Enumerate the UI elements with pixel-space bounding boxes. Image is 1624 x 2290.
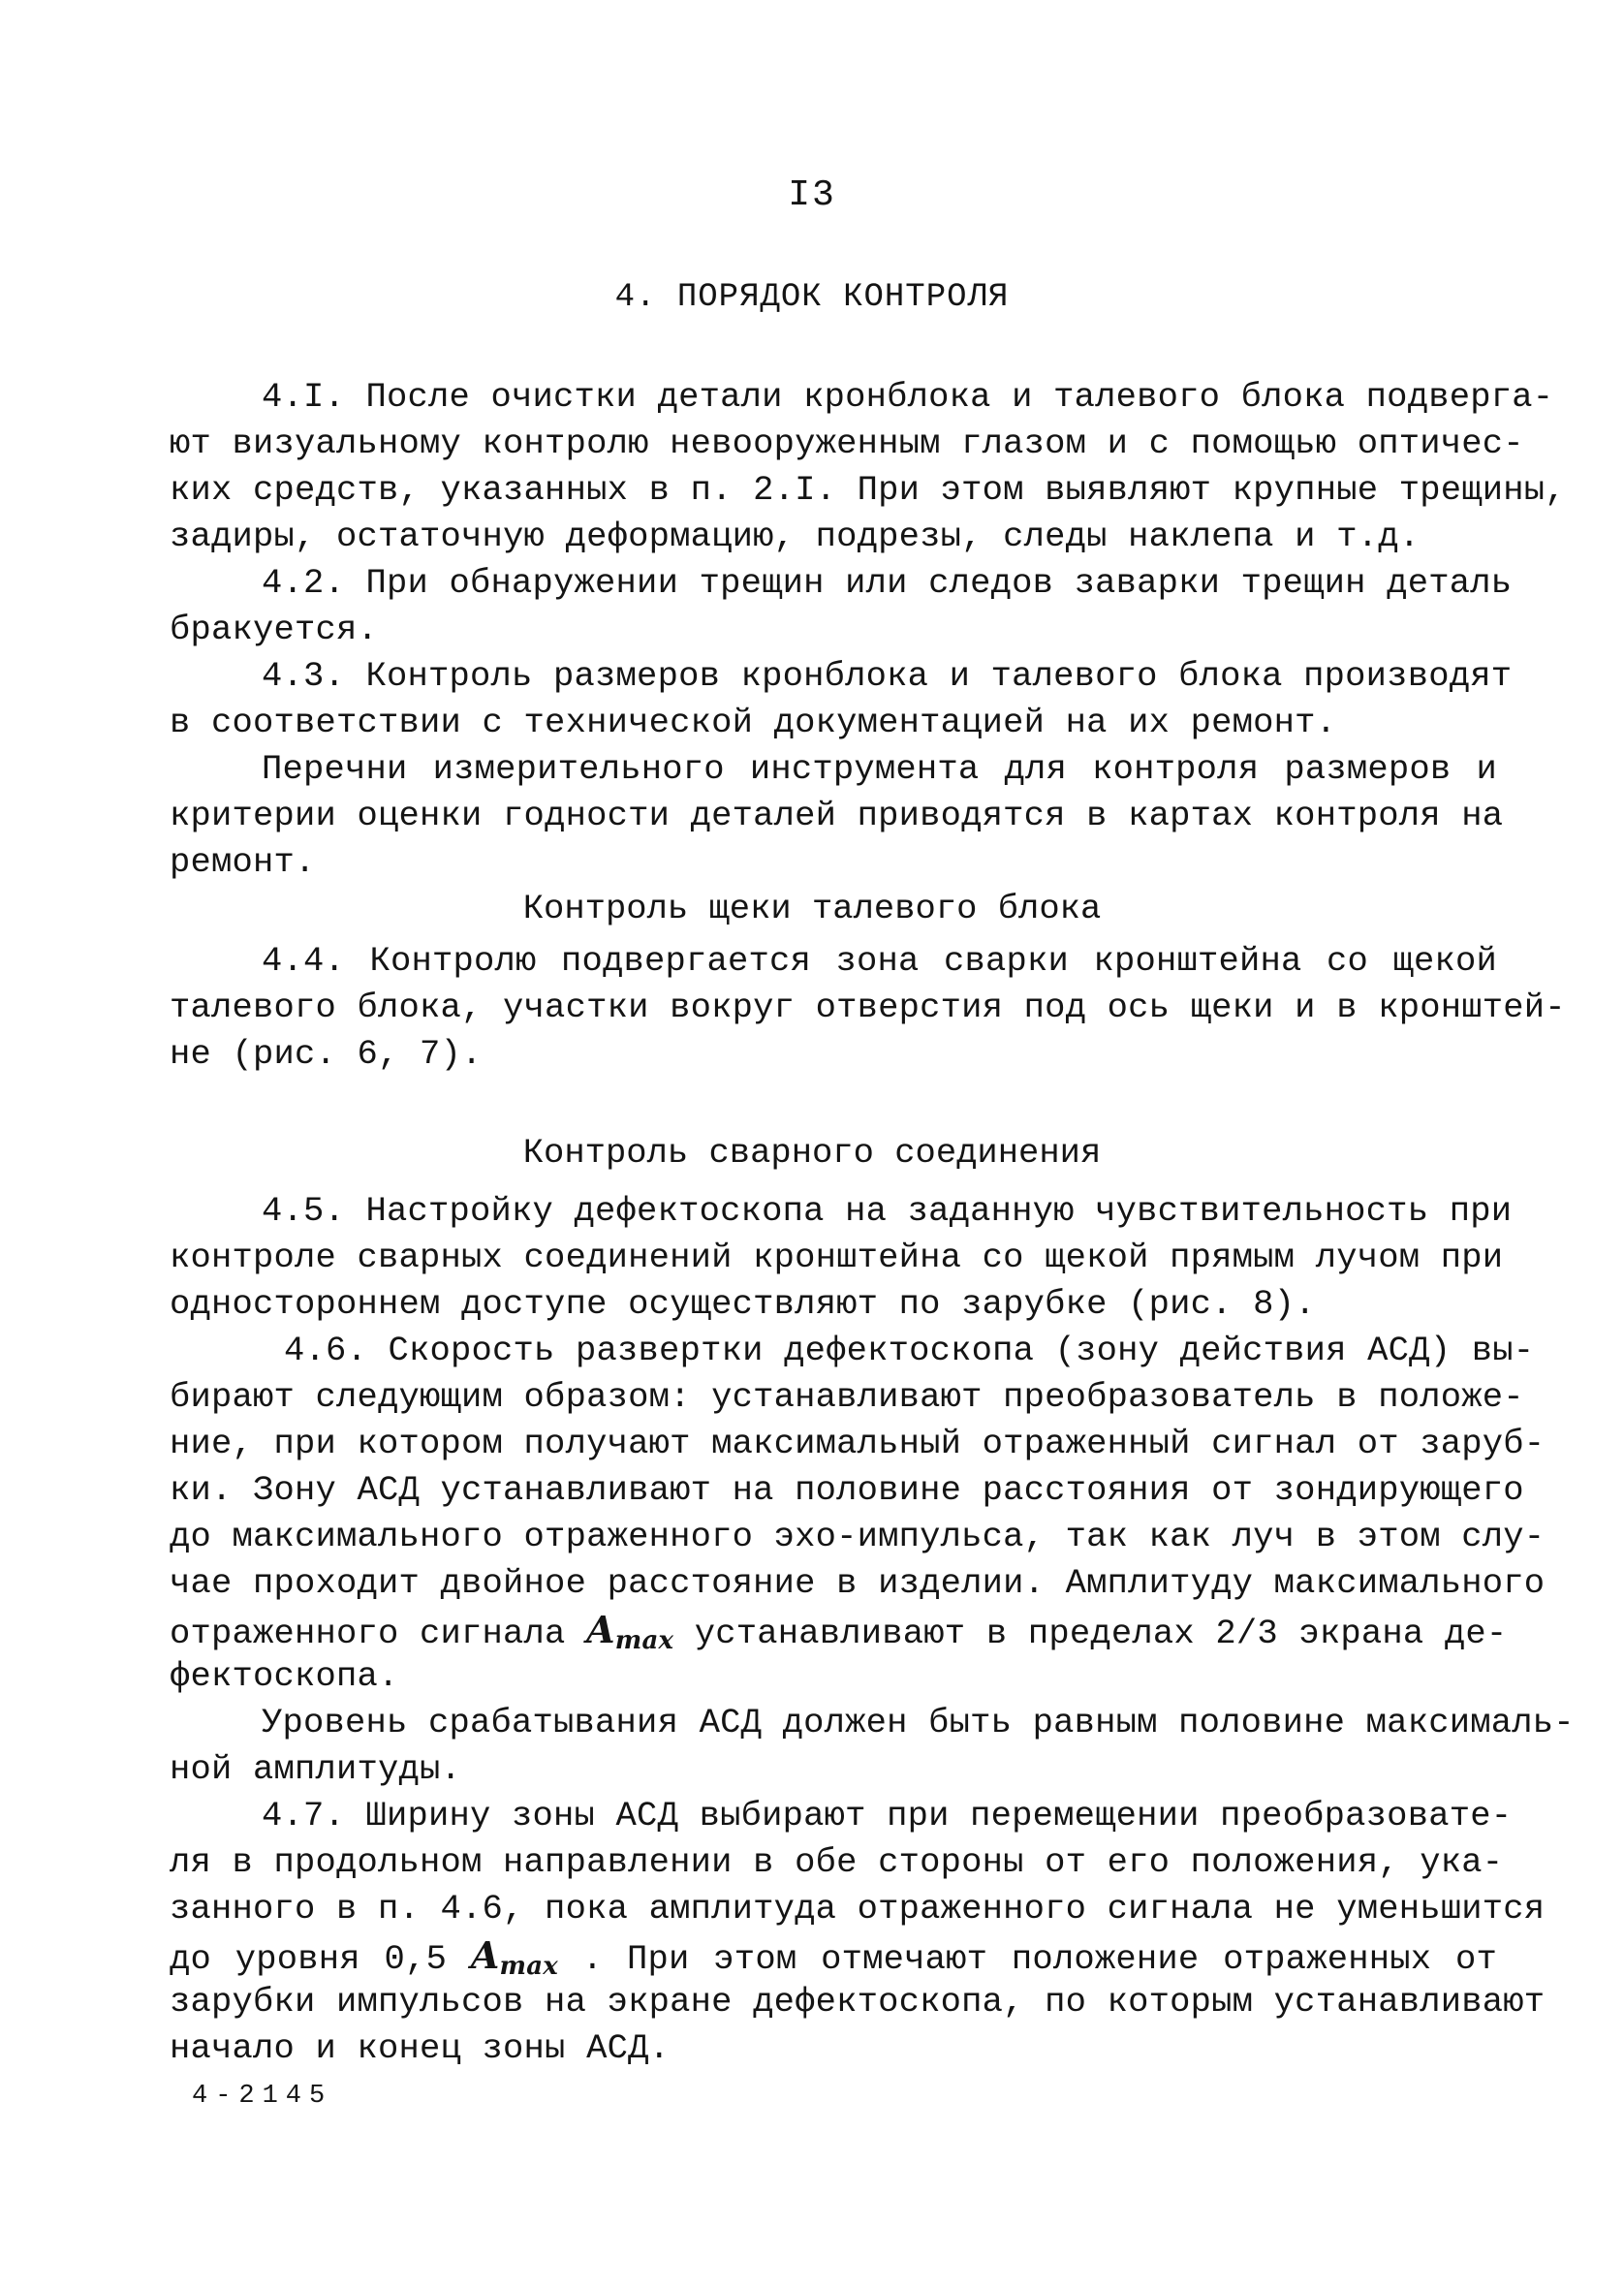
paragraph-4-2-line: 4.2. При обнаружении трещин или следов заварки трещин деталь <box>262 563 1513 603</box>
amax-line-after-text: устанавливают в пределах 2/3 экрана де- <box>694 1614 1508 1653</box>
paragraph-4-4-line: не (рис. 6, 7). <box>170 1034 483 1074</box>
amax-line-before-text: отраженного сигнала <box>170 1614 566 1653</box>
paragraph-4-4-line: талевого блока, участки вокруг отверстия под ось щеки и в кронштей- <box>170 988 1566 1027</box>
paragraph-4-6-line: фектоскопа. <box>170 1656 399 1696</box>
paragraph-4-6-line: чае проходит двойное расстояние в изделии. Амплитуду максимального <box>170 1563 1546 1603</box>
paragraph-4-6-line: до максимального отраженного эхо-импульса, так как луч в этом слу- <box>170 1517 1546 1556</box>
subheading-cheek-control: Контроль щеки талевого блока <box>522 889 1102 928</box>
footer-code: 4-2145 <box>192 2082 333 2111</box>
paragraph-4-6-line: ки. Зону АСД устанавливают на половине расстояния от зондирующего <box>170 1470 1524 1510</box>
paragraph-4-1-line: ют визуальному контролю невооруженным глазом и с помощью оптичес- <box>170 423 1524 463</box>
paragraph-4-5-line: контроле сварных соединений кронштейна со щекой прямым лучом при <box>170 1238 1504 1277</box>
amax-symbol <box>586 1608 674 1655</box>
paragraph-4-4-line: 4.4. Контролю подвергается зона сварки кронштейна со щекой <box>262 941 1497 981</box>
paragraph-4-2-line: бракуется. <box>170 610 379 649</box>
paragraph-4-1-line: задиры, остаточную деформацию, подрезы, следы наклепа и т.д. <box>170 517 1421 556</box>
amax-line-before-text: до уровня 0,5 <box>170 1939 448 1979</box>
paragraph-4-6-line: 4.6. Скорость развертки дефектоскопа (зону действия АСД) вы- <box>284 1331 1535 1370</box>
paragraph-4-7-line: ля в продольном направлении в обе стороны от его положения, ука- <box>170 1842 1504 1882</box>
paragraph-4-3-line: в соответствии с технической документацией на их ремонт. <box>170 703 1337 742</box>
paragraph-4-5-line: 4.5. Настройку дефектоскопа на заданную чувствительность при <box>262 1191 1513 1231</box>
section-title: 4. ПОРЯДОК КОНТРОЛЯ <box>614 279 1010 316</box>
paragraph-4-3b-line: критерии оценки годности деталей приводятся в картах контроля на <box>170 796 1504 835</box>
paragraph-4-3b-line: Перечни измерительного инструмента для контроля размеров и <box>262 749 1497 789</box>
paragraph-4-6b-line: ной амплитуды. <box>170 1749 462 1789</box>
amax-letter: A <box>586 1608 615 1651</box>
paragraph-4-7-line: занного в п. 4.6, пока амплитуда отраженного сигнала не уменьшится <box>170 1889 1546 1929</box>
amax-subscript: max <box>499 1952 558 1981</box>
paragraph-4-3b-line: ремонт. <box>170 842 316 882</box>
paragraph-4-7-line: начало и конец зоны АСД. <box>170 2028 671 2068</box>
subheading-weld-control: Контроль сварного соединения <box>522 1133 1102 1173</box>
amax-line-after-text: . При этом отмечают положение отраженных от <box>581 1939 1497 1979</box>
paragraph-4-1-line: 4.I. После очистки детали кронблока и талевого блока подверга- <box>262 377 1554 417</box>
page-number: I3 <box>788 174 836 216</box>
amax-letter: A <box>470 1933 500 1977</box>
amax-subscript: max <box>614 1626 674 1655</box>
paragraph-4-7-line: 4.7. Ширину зоны АСД выбирают при перемещении преобразовате- <box>262 1796 1513 1835</box>
paragraph-4-3-line: 4.3. Контроль размеров кронблока и талевого блока производят <box>262 656 1513 696</box>
amax-symbol <box>470 1933 558 1981</box>
paragraph-4-5-line: одностороннем доступе осуществляют по зарубке (рис. 8). <box>170 1284 1316 1324</box>
paragraph-4-7-line: зарубки импульсов на экране дефектоскопа, по которым устанавливают <box>170 1982 1546 2022</box>
paragraph-4-6-line: ние, при котором получают максимальный отраженный сигнал от заруб- <box>170 1424 1546 1463</box>
paragraph-4-6b-line: Уровень срабатывания АСД должен быть равным половине максималь- <box>262 1703 1575 1742</box>
paragraph-4-1-line: ких средств, указанных в п. 2.I. При этом выявляют крупные трещины, <box>170 470 1566 510</box>
paragraph-4-6-line: бирают следующим образом: устанавливают преобразователь в положе- <box>170 1377 1524 1417</box>
